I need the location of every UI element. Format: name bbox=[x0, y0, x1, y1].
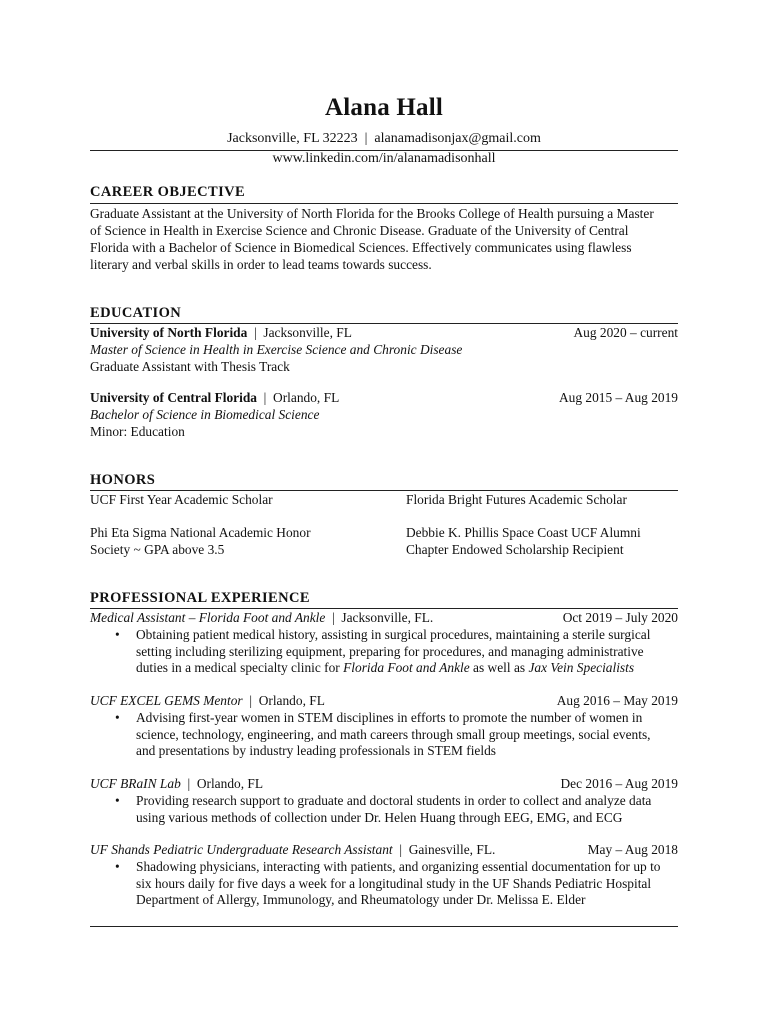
job-location: | Orlando, FL bbox=[180, 776, 264, 791]
bullet-icon: • bbox=[115, 710, 120, 725]
candidate-name: Alana Hall bbox=[325, 94, 443, 121]
bullet-text: duties in a medical specialty clinic for bbox=[136, 660, 344, 675]
bullet-line: six hours daily for five days a week for a longitudinal study in the UF Shands Pediatric Hospital bbox=[136, 875, 652, 891]
education-item bbox=[90, 324, 678, 341]
bullet-icon: • bbox=[115, 859, 120, 874]
education-item bbox=[90, 389, 678, 406]
honor-row bbox=[90, 541, 678, 558]
school-location: | Jacksonville, FL bbox=[247, 325, 352, 340]
bullet-line: Department of Allergy, Immunology, and Rheumatology under Dr. Melissa E. Elder bbox=[136, 892, 586, 907]
section-title-experience: PROFESSIONAL EXPERIENCE bbox=[90, 590, 310, 606]
bullet-line: Advising first-year women in STEM disciplines in efforts to promote the number of women in bbox=[136, 710, 643, 725]
job-header bbox=[90, 775, 678, 792]
job-location: | Orlando, FL bbox=[242, 693, 325, 708]
section-title-career: CAREER OBJECTIVE bbox=[90, 184, 246, 200]
job-bullets bbox=[90, 793, 678, 826]
bullet-line bbox=[136, 660, 678, 677]
education-dates: Aug 2015 – Aug 2019 bbox=[558, 390, 678, 405]
job-header bbox=[90, 841, 678, 858]
career-line: literary and verbal skills in order to lead teams towards success. bbox=[90, 257, 432, 272]
bullet-item bbox=[90, 710, 678, 760]
honor-row bbox=[90, 491, 678, 508]
degree-detail: Minor: Education bbox=[90, 424, 185, 439]
section-title-honors: HONORS bbox=[90, 472, 156, 488]
degree-name: Bachelor of Science in Biomedical Science bbox=[90, 407, 320, 422]
section-title-education: EDUCATION bbox=[90, 305, 182, 321]
footer-rule bbox=[90, 926, 678, 927]
career-line: Florida with a Bachelor of Science in Biomedical Sciences. Effectively communicates using flawless bbox=[90, 240, 632, 255]
education-dates: Aug 2020 – current bbox=[573, 325, 678, 340]
contact-location-email: Jacksonville, FL 32223 | alanamadisonjax@gmail.com bbox=[227, 131, 541, 146]
bullet-item bbox=[90, 793, 678, 826]
job-location: | Jacksonville, FL. bbox=[325, 610, 434, 625]
career-line: of Science in Health in Exercise Science and Chronic Disease. Graduate of the University of Central bbox=[90, 223, 629, 238]
bullet-text-italic: Jax Vein Specialists bbox=[528, 660, 635, 675]
school-name: University of Central Florida bbox=[90, 390, 257, 405]
job-dates: Aug 2016 – May 2019 bbox=[556, 693, 678, 708]
bullet-icon: • bbox=[115, 627, 120, 642]
honor-item: Florida Bright Futures Academic Scholar bbox=[406, 492, 627, 507]
job-header bbox=[90, 609, 678, 626]
degree-name: Master of Science in Health in Exercise Science and Chronic Disease bbox=[90, 342, 463, 357]
school-location: | Orlando, FL bbox=[256, 390, 340, 405]
bullet-line: Obtaining patient medical history, assisting in surgical procedures, maintaining a sterile surgical bbox=[136, 627, 651, 642]
job-bullets bbox=[90, 859, 678, 909]
honor-item: Phi Eta Sigma National Academic Honor bbox=[90, 525, 311, 540]
job-bullets bbox=[90, 710, 678, 760]
bullet-line: and presentations by industry leading professionals in STEM fields bbox=[136, 743, 497, 758]
school-name: University of North Florida bbox=[90, 325, 248, 340]
honor-item: Chapter Endowed Scholarship Recipient bbox=[406, 542, 624, 557]
degree-detail: Graduate Assistant with Thesis Track bbox=[90, 359, 290, 374]
honor-item: Debbie K. Phillis Space Coast UCF Alumni bbox=[406, 525, 641, 540]
contact-linkedin: www.linkedin.com/in/alanamadisonhall bbox=[272, 151, 496, 166]
job-role: UCF EXCEL GEMS Mentor bbox=[90, 693, 243, 708]
job-bullets bbox=[90, 627, 678, 677]
bullet-item bbox=[90, 627, 678, 677]
bullet-text-italic: Florida Foot and Ankle bbox=[343, 660, 470, 675]
bullet-item bbox=[90, 859, 678, 909]
bullet-line: using various methods of collection under Dr. Helen Huang through EEG, EMG, and ECG bbox=[136, 809, 623, 825]
section-rule-career bbox=[90, 203, 678, 204]
job-dates: May – Aug 2018 bbox=[587, 842, 678, 857]
job-role: UCF BRaIN Lab bbox=[90, 776, 181, 791]
career-objective-text bbox=[90, 205, 678, 273]
bullet-icon: • bbox=[115, 793, 120, 808]
career-line: Graduate Assistant at the University of North Florida for the Brooks College of Health pursuing a Master bbox=[90, 206, 654, 221]
bullet-line: science, technology, engineering, and math careers through small group meetings, social events, bbox=[136, 726, 651, 742]
job-location: | Gainesville, FL. bbox=[392, 842, 496, 857]
job-dates: Dec 2016 – Aug 2019 bbox=[560, 776, 678, 791]
job-role: UF Shands Pediatric Undergraduate Research Assistant bbox=[90, 842, 393, 857]
job-role: Medical Assistant – Florida Foot and Ankle bbox=[90, 610, 326, 625]
bullet-line: Providing research support to graduate and doctoral students in order to collect and analyze data bbox=[136, 793, 652, 808]
honor-row bbox=[90, 524, 678, 541]
bullet-line: Shadowing physicians, interacting with patients, and organizing essential documentation for up to bbox=[136, 859, 661, 874]
job-header bbox=[90, 692, 678, 709]
bullet-text: as well as bbox=[469, 660, 529, 675]
honor-item: Society ~ GPA above 3.5 bbox=[90, 542, 225, 557]
honor-item: UCF First Year Academic Scholar bbox=[90, 492, 273, 507]
bullet-line: setting including sterilizing equipment, preparing for procedures, and managing administrative bbox=[136, 643, 644, 659]
job-dates: Oct 2019 – July 2020 bbox=[562, 610, 678, 625]
